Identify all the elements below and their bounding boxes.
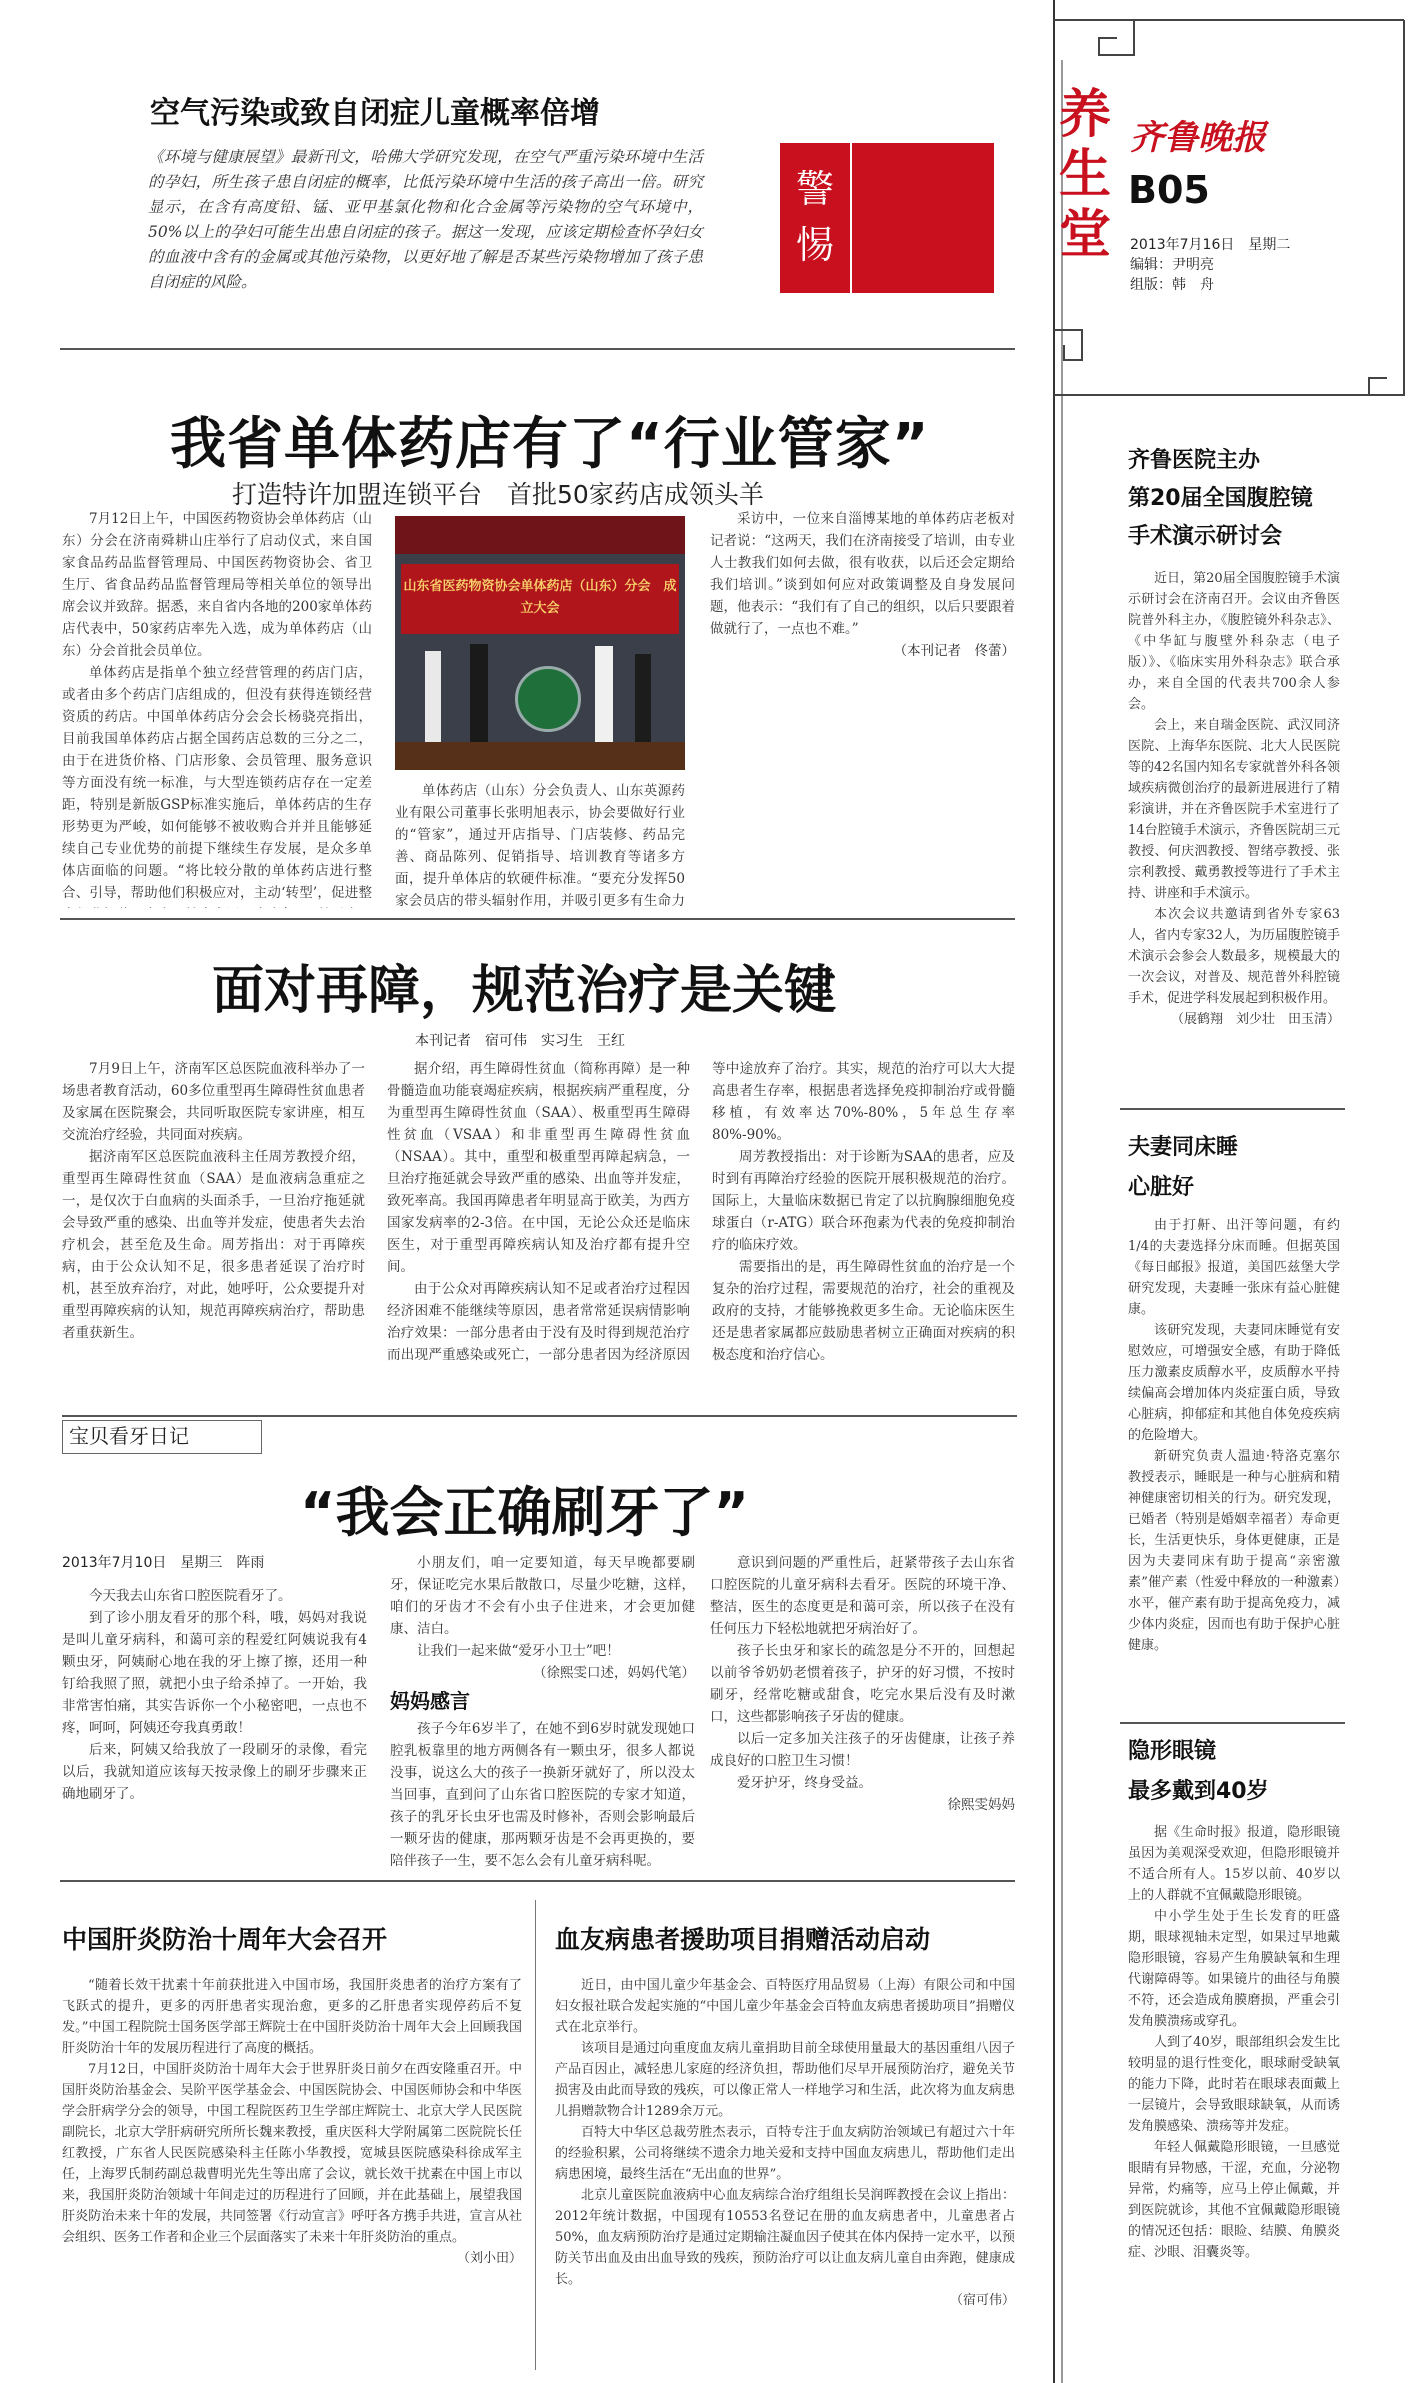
alert-badge xyxy=(780,143,850,293)
pharmacy-col-3 xyxy=(710,508,1015,908)
title-line: 隐形眼镜 xyxy=(1128,1739,1217,1764)
mom-signature: 徐熙雯妈妈 xyxy=(947,1797,1015,1813)
contacts-para-1: 据《生命时报》报道，隐形眼镜虽因为美观深受欢迎，但隐形眼镜并不适合所有人。15岁以前、40岁以上的人群就不宜佩戴隐形眼镜。 xyxy=(1128,1825,1340,1903)
hepatitis-byline: （刘小田） xyxy=(456,2251,522,2266)
page-number: B05 xyxy=(1128,168,1210,212)
anemia-para-3: 据介绍，再生障碍性贫血（简称再障）是一种骨髓造血功能衰竭症疾病，根据疾病严重程度，分为重型再生障碍性贫血（SAA）、极重型再生障碍性贫血（VSAA）和非重型再生障碍性贫血（NSAA）。其中，重型和极重型再障起病急，一旦治疗拖延就会导致严重的感染、出血等并发症，致死率高。我国再障患者年明显高于欧美，为西方国家发病率的2-3倍。在中国，无论公众还是临床医生，对于重型再障疾病认知及治疗都有提升空间。 xyxy=(387,1061,690,1275)
pharmacy-col-1 xyxy=(62,508,372,908)
mom-para-1: 孩子今年6岁半了，在她不到6岁时就发现她口腔乳板靠里的地方两侧各有一颗虫牙，很多人都说没事，说这么大的孩子一换新牙就好了，所以没太当回事，直到问了山东省口腔医院的专家才知道，孩子的乳牙长虫牙也需及时修补，否则会影响最后一颗牙齿的健康，那两颗牙齿是不会再更换的，要陪伴孩子一生，要不怎么会有儿童牙病科呢。 xyxy=(390,1721,695,1869)
diary-col-3 xyxy=(710,1552,1015,1875)
pharmacy-para-3: 单体药店（山东）分会负责人、山东英源药业有限公司董事长张明旭表示，协会要做好行业的“管家”，通过开店指导、门店装修、药品完善、商品陈列、促销指导、培训教育等诸多方面，提升单体店的软硬件标准。“要充分发挥50家会员店的带头辐射作用，并吸引更多有生命力 xyxy=(395,783,685,908)
headline-diary: “我会正确刷牙了” xyxy=(300,1481,749,1544)
contacts-para-3: 人到了40岁，眼部组织会发生比较明显的退行性变化，眼球耐受缺氧的能力下降，此时若在眼球表面戴上一层镜片，会导致眼球缺氧，从而诱发角膜感染、溃疡等并发症。 xyxy=(1128,2035,1340,2134)
anemia-para-4: 由于公众对再障疾病认知不足或者治疗过程因经济困难不能继续等原因，患者常常延误病情影响治疗效果：一部分患者由于没有及时得到规范治疗而出现严重感染或死亡，一部分患者因为经济原因等中途放弃了治疗。其实，规范的治疗可以大大提高患者生存率，根据患者选择免疫抑制治疗或骨髓移植，有效率达70%-80%，5年总生存率80%-90%。 xyxy=(387,1061,1015,1363)
sidebar-laparoscopy-body xyxy=(1128,568,1340,1098)
title-line: 第20届全国腹腔镜 xyxy=(1128,486,1313,511)
section-title: 养生堂 xyxy=(1058,85,1111,265)
diary-para-2: 到了诊小朋友看牙的那个科，哦，妈妈对我说是叫儿童牙病科，和蔼可亲的程爱红阿姨说我有4颗虫牙，阿姨耐心地在我的牙上擦了擦，还用一种钉给我照了照，就把小虫子给杀掉了。一开始，我非常害怕痛，其实告诉你一个小秘密吧，一点也不疼，呵呵，阿姨还夸我真勇敢！ xyxy=(62,1610,367,1736)
anemia-para-2: 据济南军区总医院血液科主任周芳教授介绍，重型再生障碍性贫血（SAA）是血液病急重症之一，是仅次于白血病的头面杀手，一旦治疗拖延就会导致严重的感染、出血等并发症，使患者失去治疗机会，甚至危及生命。周芳指出：对于再障疾病，由于公众认知不足，很多患者延误了治疗时机，甚至放弃治疗，对此，她呼吁，公众要提升对重型再障疾病的认知，规范再障疾病治疗，帮助患者重获新生。 xyxy=(62,1149,365,1341)
hemophilia-para-1: 近日，由中国儿童少年基金会、百特医疗用品贸易（上海）有限公司和中国妇女报社联合发起实施的“中国儿童少年基金会百特血友病患者援助项目”捐赠仪式在北京举行。 xyxy=(555,1978,1015,2035)
headline-pharmacy: 我省单体药店有了“行业管家” xyxy=(170,412,930,477)
diary-col-1 xyxy=(62,1585,367,1875)
title-line: 齐鲁医院主办 xyxy=(1128,448,1261,473)
laparoscopy-para-1: 近日，第20届全国腹腔镜手术演示研讨会在济南召开。会议由齐鲁医院普外科主办，《腹腔镜外科杂志》、《中华缸与腹壁外科杂志（电子版）》、《临床实用外科杂志》联合承办，来自全国的代表共700余人参会。 xyxy=(1128,571,1340,712)
photo-stage-banner: 山东省医药物资协会单体药店（山东）分会 成立大会 xyxy=(401,564,679,634)
sidebar-laparoscopy-title xyxy=(1128,442,1313,556)
subheadline-pharmacy: 打造特许加盟连锁平台 首批50家药店成领头羊 xyxy=(232,480,764,509)
hemophilia-byline: （宿可伟） xyxy=(949,2293,1015,2308)
headline-air-pollution: 空气污染或致自闭症儿童概率倍增 xyxy=(150,96,600,131)
diary-para-1: 今天我去山东省口腔医院看牙了。 xyxy=(89,1588,292,1604)
pharmacy-para-2: 单体药店是指单个独立经营管理的药店门店，或者由多个药店门店组成的，但没有获得连锁经营资质的药店。中国单体药店分会会长杨骁亮指出，目前我国单体药店占据全国药店总数的三分之二，由于在进货价格、门店形象、会员管理、服务意识等方面没有统一标准，与大型连锁药店存在一定差距，特别是新版GSP标准实施后，单体药店的生存形势更为严峻，如何能够不被收购合并并且能够延续自己专业优势的前提下继续生存发展，是众多单体店面临的问题。“将比较分散的单体药店进行整合、引导，帮助他们积极应对，主动‘转型’，促进整 xyxy=(62,665,372,901)
issue-date: 2013年7月16日 星期二 xyxy=(1130,237,1291,253)
mom-para-3: 孩子长虫牙和家长的疏忽是分不开的，回想起以前爷爷奶奶老惯着孩子，护牙的好习惯，不按时刷牙，经常吃糖或甜食，吃完水果后没有及时漱口，这些都影响孩子牙齿的健康。 xyxy=(710,1643,1015,1725)
divider xyxy=(60,348,1015,350)
title-line: 手术演示研讨会 xyxy=(1128,524,1283,549)
pharmacy-photo xyxy=(395,516,685,770)
hemophilia-para-4: 北京儿童医院血液病中心血友病综合治疗组组长吴润晖教授在会议上指出：2012年统计数据，中国现有10553名登记在册的血友病患者中，儿童患者占50%，血友病预防治疗是通过定期输注凝血因子使其在体内保持一定水平，以预防关节出血及由出血导致的残疾，预防治疗可以让血友病儿童自由奔跑，健康成长。 xyxy=(555,2188,1015,2287)
sidebar-contacts-title xyxy=(1128,1732,1269,1812)
divider xyxy=(1120,1722,1345,1724)
photo-person xyxy=(425,651,441,746)
anemia-para-1: 7月9日上午，济南军区总医院血液科举办了一场患者教育活动，60多位重型再生障碍性贫血患者及家属在医院聚会，共同听取医院专家讲座，相互交流治疗经验，共同面对疾病。 xyxy=(62,1061,365,1143)
hepatitis-para-2: 7月12日，中国肝炎防治十周年大会于世界肝炎日前夕在西安隆重召开。中国肝炎防治基金会、吴阶平医学基金会、中国医院协会、中国医师协会和中华医学会肝病学分会的领导，中国工程院医药卫生学部庄辉院士、北京大学人民医院副院长，北京大学肝病研究所所长魏来教授，重庆医科大学附属第二医院院长任红教授，广东省人民医院感染科主任陈小华教授，宽城县医院感染科徐成军主任，上海罗氏制药副总裁曹明光先生等出席了会议，就长效干扰素在中国上市以来，我国肝炎防治领域十年间走过的历程进行了回顾，并在此基础上，展望我国肝炎防治未来十年的发展，共同签署《行动宣言》呼吁各方携手共进，宣言从社会组织、医务工作者和企业三个层面落实了未来十年肝炎防治的重点。 xyxy=(62,2062,522,2245)
article-air-body: 《环境与健康展望》最新刊文，哈佛大学研究发现，在空气严重污染环境中生活的孕妇，所生孩子患自闭症的概率，比低污染环境中生活的孩子高出一倍。研究显示，在含有高度铅、锰、亚甲基氯化物和化合金属等污染物的空气环境中，50%以上的孕妇可能生出患自闭症的孩子。据这一发现，应该定期检查怀孕妇女的血液中含有的金属或其他污染物，以更好地了解是否某些污染物增加了孩子患自闭症的风险。 xyxy=(148,148,703,291)
contacts-para-2: 中小学生处于生长发育的旺盛期，眼球视轴未定型，如果过早地戴隐形眼镜，容易产生角膜缺氧和生理代谢障碍等。如果镜片的曲径与角膜不符，还会造成角膜磨损，严重会引发角膜溃疡或穿孔。 xyxy=(1128,1909,1340,2029)
diary-signature: （徐熙雯口述，妈妈代笔） xyxy=(533,1665,695,1681)
anemia-byline: 本刊记者 宿可伟 实习生 王红 xyxy=(415,1033,625,1049)
pharmacy-para-4: 采访中，一位来自淄博某地的单体药店老板对记者说：“这两天，我们在济南接受了培训，由专业人士教我们如何去做，很有收获，以后还会定期给我们培训。”谈到如何应对政策调整及自身发展问题，他表示：“我们有了自己的组织，以后只要跟着做就行了，一点也不难。” xyxy=(710,511,1015,637)
title-line: 最多戴到40岁 xyxy=(1128,1779,1269,1804)
anemia-para-6: 需要指出的是，再生障碍性贫血的治疗是一个复杂的治疗过程，需要规范的治疗，社会的重视及政府的支持，才能够挽救更多生命。无论临床医生还是患者家属都应鼓励患者树立正确面对疾病的积极态度和治疗信心。 xyxy=(712,1259,1015,1363)
laparoscopy-para-3: 本次会议共邀请到省外专家63人，省内专家32人，为历届腹腔镜手术演示会参会人数最多，规模最大的一次会议，对普及、规范普外科腔镜手术，促进学科发展起到积极作用。 xyxy=(1128,907,1340,1006)
divider xyxy=(1120,1108,1345,1110)
photo-person xyxy=(595,646,613,744)
hepatitis-body xyxy=(62,1975,522,2355)
title-line: 心脏好 xyxy=(1128,1175,1195,1200)
mom-para-4: 以后一定多加关注孩子的牙齿健康，让孩子养成良好的口腔卫生习惯！ xyxy=(710,1731,1015,1769)
hepatitis-para-1: “随着长效干扰素十年前获批进入中国市场，我国肝炎患者的治疗方案有了飞跃式的提升，更多的丙肝患者实现治愈，更多的乙肝患者实现停药后不复发。”中国工程院院士国务医学部王辉院士在中国肝炎防治十周年大会上回顾我国肝炎防治十年的发展历程进行了高度的概括。 xyxy=(62,1978,522,2056)
diary-col-2 xyxy=(390,1552,695,1875)
laparoscopy-byline: （展鹤翔 刘少壮 田玉清） xyxy=(1170,1012,1340,1027)
diary-para-5: 让我们一起来做“爱牙小卫士”吧！ xyxy=(417,1643,620,1659)
alert-badge-block xyxy=(852,143,994,293)
hemophilia-para-2: 该项目是通过向重度血友病儿童捐助目前全球使用量最大的基因重组八因子产品百因止，减轻患儿家庭的经济负担，帮助他们尽早开展预防治疗，避免关节损害及由此而导致的残疾，可以像正常人一样地学习和生活，此次将为血友病患儿捐赠款物合计1289余万元。 xyxy=(555,2041,1015,2119)
sidebar-contacts-body xyxy=(1128,1822,1340,2362)
newspaper-logo: 齐鲁晚报 xyxy=(1130,118,1266,158)
divider xyxy=(62,1415,1017,1417)
hemophilia-body xyxy=(555,1975,1015,2355)
mom-section-title: 妈妈感言 xyxy=(390,1689,470,1713)
sleep-para-1: 由于打鼾、出汗等问题，有约1/4的夫妻选择分床而睡。但据英国《每日邮报》报道，美国匹兹堡大学研究发现，夫妻睡一张床有益心脏健康。 xyxy=(1128,1218,1340,1317)
sidebar-sleep-body xyxy=(1128,1215,1340,1715)
contacts-para-4: 年轻人佩戴隐形眼镜，一旦感觉眼睛有异物感，干涩，充血，分泌物异常，灼痛等，应马上停止佩戴，并到医院就诊，其他不宜佩戴隐形眼镜的情况还包括：眼睑、结膜、角膜炎症、沙眼、泪囊炎等。 xyxy=(1128,2140,1340,2260)
photo-person xyxy=(470,644,488,744)
headline-hemophilia: 血友病患者援助项目捐赠活动启动 xyxy=(555,1925,931,1954)
anemia-para-5: 周芳教授指出：对于诊断为SAA的患者，应及时到有再障治疗经验的医院开展积极规范的治疗。国际上，大量临床数据已肯定了以抗胸腺细胞免疫球蛋白（r-ATG）联合环孢素为代表的免疫抑制治疗的临床疗效。 xyxy=(712,1149,1015,1253)
pharmacy-col-2 xyxy=(395,780,685,908)
divider xyxy=(60,1880,1015,1882)
hemophilia-para-3: 百特大中华区总裁劳胜杰表示，百特专注于血友病防治领域已有超过六十年的经验积累，公司将继续不遗余力地关爱和支持中国血友病患儿，帮助他们走出病患困境，最终生活在“无出血的世界”。 xyxy=(555,2125,1015,2182)
sleep-para-3: 新研究负责人温迪·特洛克塞尔教授表示，睡眠是一种与心脏病和精神健康密切相关的行为。研究发现，已婚者（特别是婚姻幸福者）寿命更长，生活更快乐，身体更健康，正是因为夫妻同床有助于提高“亲密激素”催产素（性爱中释放的一种激素）水平，催产素有助于提高免疫力，减少体内炎症，因而也有助于保护心脏健康。 xyxy=(1128,1449,1340,1653)
diary-para-3: 后来，阿姨又给我放了一段刷牙的录像，看完以后，我就知道应该每天按录像上的刷牙步骤来正确地刷牙了。 xyxy=(62,1742,367,1802)
laparoscopy-para-2: 会上，来自瑞金医院、武汉同济医院、上海华东医院、北大人民医院等的42名国内知名专家就普外科各领域疾病微创治疗的最新进展进行了精彩演讲，并在齐鲁医院手术室进行了14台腔镜手术演示，齐鲁医院胡三元教授、何庆泗教授、智绪亭教授、张宗利教授、戴勇教授等进行了手术主持、讲座和手术演示。 xyxy=(1128,718,1340,901)
diary-para-4: 小朋友们，咱一定要知道，每天早晚都要刷牙，保证吃完水果后散散口，尽量少吃糖，这样，咱们的牙齿才不会有小虫子住进来，才会更加健康、洁白。 xyxy=(390,1555,695,1637)
sidebar-sleep-title xyxy=(1128,1128,1238,1208)
diary-column-tag: 宝贝看牙日记 xyxy=(62,1420,262,1454)
mom-para-2: 意识到问题的严重性后，赶紧带孩子去山东省口腔医院的儿童牙病科去看牙。医院的环境干净、整洁，医生的态度更是和蔼可亲，所以孩子在没有任何压力下轻松地就把牙病治好了。 xyxy=(710,1555,1015,1637)
photo-stage-floor xyxy=(395,742,685,770)
sleep-para-2: 该研究发现，夫妻同床睡觉有安慰效应，可增强安全感，有助于降低压力激素皮质醇水平，皮质醇水平持续偏高会增加体内炎症蛋白质，导致心脏病，抑郁症和其他自体免疫疾病的危险增大。 xyxy=(1128,1323,1340,1443)
photo-ceiling xyxy=(395,516,685,554)
layout-credit: 组版：韩 舟 xyxy=(1130,277,1214,293)
anemia-body xyxy=(62,1058,1015,1368)
diary-dateline: 2013年7月10日 星期三 阵雨 xyxy=(62,1555,265,1571)
editor-credit: 编辑：尹明亮 xyxy=(1130,257,1214,273)
mom-para-5: 爱牙护牙，终身受益。 xyxy=(737,1775,872,1791)
column-divider xyxy=(535,1900,536,2370)
divider xyxy=(60,918,1015,920)
pharmacy-byline: （本刊记者 佟蕾） xyxy=(893,643,1015,659)
photo-globe-prop xyxy=(515,666,581,732)
alert-badge-text: 警惕 xyxy=(795,167,834,267)
pharmacy-para-1: 7月12日上午，中国医药物资协会单体药店（山东）分会在济南舜耕山庄举行了启动仪式，来自国家食品药品监督管理局、中国医药物资协会、省卫生厅、省食品药品监督管理局等相关单位的领导出席会议并致辞。据悉，来自省内各地的200家单体药店代表中，50家药店率先入选，成为单体药店（山东）分会首批会员单位。 xyxy=(62,511,372,659)
title-line: 夫妻同床睡 xyxy=(1128,1135,1239,1160)
photo-person xyxy=(635,654,651,744)
headline-anemia: 面对再障，规范治疗是关键 xyxy=(212,961,837,1021)
headline-hepatitis: 中国肝炎防治十周年大会召开 xyxy=(62,1925,388,1954)
